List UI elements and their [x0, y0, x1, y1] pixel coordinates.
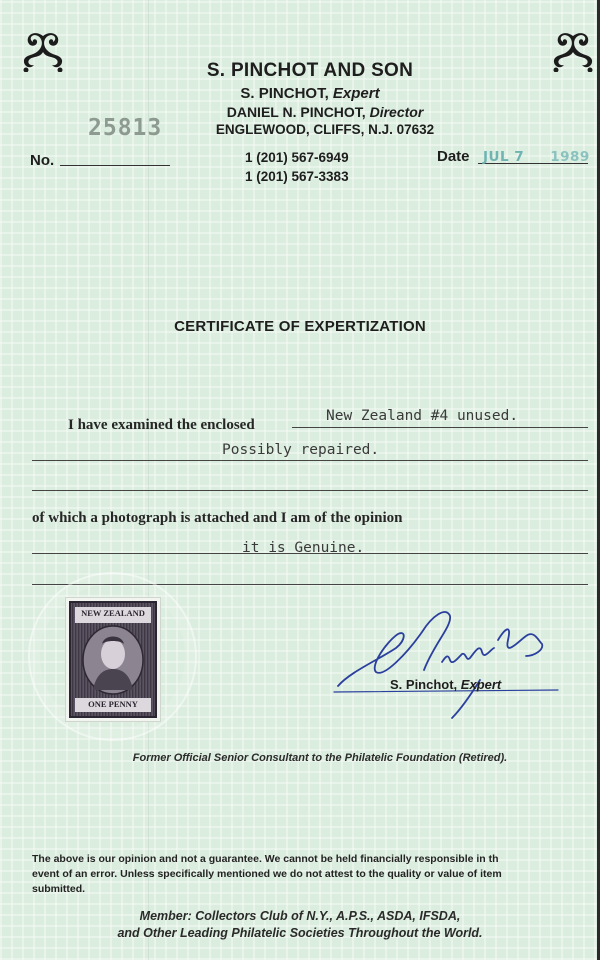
rule-line-4: [32, 553, 588, 554]
date-label: Date: [437, 148, 470, 165]
membership: [0, 908, 600, 942]
signer-name: S. Pinchot,: [390, 677, 458, 692]
disclaimer-line: event of an error. Unless specifically mentioned we do not attest to the quality or value of item: [32, 868, 502, 880]
membership-line: and Other Leading Philatelic Societies Throughout the World.: [117, 926, 483, 940]
examined-label: I have examined the enclosed: [68, 417, 255, 433]
corner-ornament-left-icon: [18, 30, 68, 72]
director-title: Director: [369, 104, 424, 120]
date-stamp: [483, 149, 590, 165]
rule-line-1: [292, 427, 588, 428]
signature-mark: [330, 600, 560, 720]
opinion-text: it is Genuine.: [242, 540, 365, 556]
disclaimer-line: The above is our opinion and not a guarantee. We cannot be held financially responsible in th: [32, 853, 499, 865]
company-address: ENGLEWOOD, CLIFFS, N.J. 07632: [215, 122, 435, 137]
company-name: S. PINCHOT AND SON: [206, 60, 414, 81]
membership-line: Member: Collectors Club of N.Y., A.P.S., ASDA, IFSDA,: [139, 909, 461, 923]
rule-line-2: [32, 460, 588, 461]
examined-note: Possibly repaired.: [222, 442, 380, 458]
stamp-bottom-text: ONE PENNY: [88, 699, 138, 709]
certificate-title: CERTIFICATE OF EXPERTIZATION: [174, 318, 426, 335]
phone-1: 1 (201) 567-6949: [245, 150, 349, 165]
serial-number: 25813: [88, 115, 163, 141]
expert-name: S. PINCHOT,: [240, 85, 329, 102]
disclaimer: [32, 852, 600, 897]
paper-fold: [148, 0, 149, 960]
number-label: No.: [30, 152, 55, 169]
examined-item: New Zealand #4 unused.: [326, 408, 519, 424]
signer-title: Expert: [460, 677, 502, 692]
rule-line-3: [32, 490, 588, 491]
former-consultant-note: Former Official Senior Consultant to the Philatelic Foundation (Retired).: [132, 752, 508, 764]
phone-2: 1 (201) 567-3383: [245, 169, 349, 184]
date-stamp-month-day: JUL 7: [483, 149, 525, 165]
stamp-photograph: [66, 598, 160, 721]
director-name: DANIEL N. PINCHOT,: [226, 104, 366, 120]
stamp-top-text: NEW ZEALAND: [81, 608, 145, 618]
signer-line: [390, 677, 501, 692]
number-field-line: [60, 165, 170, 166]
photograph-statement: of which a photograph is attached and I am of the opinion: [32, 510, 403, 526]
director-line: [175, 104, 475, 120]
corner-ornament-right-icon: [548, 30, 598, 72]
expert-line: [140, 85, 480, 102]
disclaimer-line: submitted.: [32, 883, 86, 895]
expert-title: Expert: [332, 85, 380, 102]
date-stamp-year: 1989: [550, 149, 590, 165]
